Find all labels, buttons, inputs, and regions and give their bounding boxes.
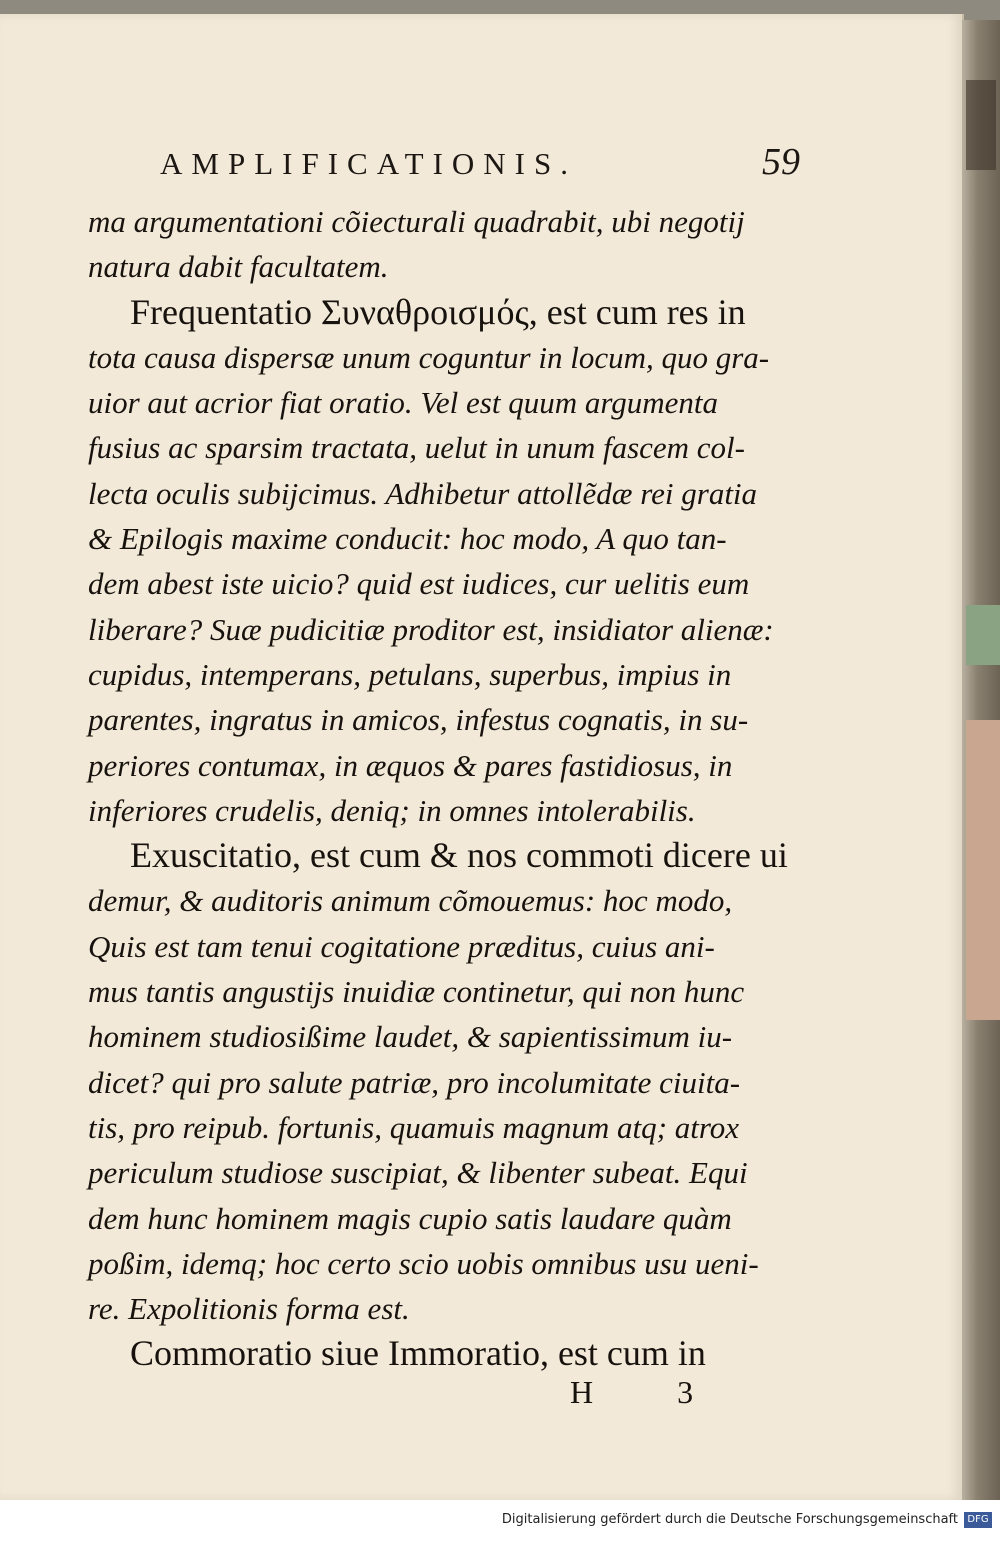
text-line: lecta oculis subijcimus. Adhibetur attollẽdæ rei gratia xyxy=(88,475,758,511)
signature-mark: H 3 xyxy=(570,1374,732,1410)
text-line: fusius ac sparsim tractata, uelut in unum fascem col- xyxy=(88,430,745,466)
book-binding-edge xyxy=(962,20,1000,1500)
text-line: dem abest iste uicio? quid est iudices, cur uelitis eum xyxy=(88,566,750,602)
text-line: periores contumax, in æquos & pares fastidiosus, in xyxy=(88,747,733,783)
text-line: parentes, ingratus in amicos, infestus cognatis, in su- xyxy=(88,702,749,738)
page-text xyxy=(88,199,788,1377)
text-line: tota causa dispersæ unum coguntur in locum, quo gra- xyxy=(88,339,770,375)
dfg-logo: DFG xyxy=(964,1512,992,1528)
text-line: periculum studiose suscipiat, & libenter subeat. Equi xyxy=(88,1155,748,1191)
funding-credit: Digitalisierung gefördert durch die Deutsche Forschungsgemeinschaft xyxy=(501,1512,958,1527)
running-head xyxy=(160,141,800,183)
binding-red-fragment xyxy=(966,720,1000,1020)
text-line: poßim, idemq; hoc certo scio uobis omnibus usu ueni- xyxy=(88,1245,759,1281)
paragraph-first-line: Exuscitatio, est cum & nos commoti dicere ui xyxy=(130,835,788,876)
text-line: cupidus, intemperans, petulans, superbus, impius in xyxy=(88,656,732,692)
book-page xyxy=(0,14,964,1500)
text-line: Quis est tam tenui cogitatione præditus, cuius ani- xyxy=(88,928,715,964)
text-line: inferiores crudelis, deniq; in omnes intolerabilis. xyxy=(88,792,696,828)
text-line: uior aut acrior fiat oratio. Vel est quum argumenta xyxy=(88,385,719,421)
text-line: liberare? Suæ pudicitiæ proditor est, insidiator alienæ: xyxy=(88,611,774,647)
folio-number: 59 xyxy=(762,141,800,183)
text-line: tis, pro reipub. fortunis, quamuis magnum atq; atrox xyxy=(88,1109,740,1145)
running-head-title: AMPLIFICATIONIS. xyxy=(160,146,577,181)
text-line: dicet? qui pro salute patriæ, pro incolumitate ciuita- xyxy=(88,1064,741,1100)
binding-dark-patch xyxy=(966,80,996,170)
text-line: demur, & auditoris animum cõmouemus: hoc modo, xyxy=(88,883,733,919)
paragraph-first-line: Frequentatio Συναθροισμός, est cum res in xyxy=(130,291,746,332)
text-line: re. Expolitionis forma est. xyxy=(88,1291,410,1327)
text-line: dem hunc hominem magis cupio satis laudare quàm xyxy=(88,1200,732,1236)
binding-green-ribbon xyxy=(966,605,1000,665)
text-line: & Epilogis maxime conducit: hoc modo, A quo tan- xyxy=(88,521,727,557)
text-line: natura dabit facultatem. xyxy=(88,249,389,285)
digitization-footer xyxy=(0,1500,1000,1543)
text-line: ma argumentationi cõiecturali quadrabit, ubi negotij xyxy=(88,204,745,239)
text-line: mus tantis angustijs inuidiæ continetur, qui non hunc xyxy=(88,974,745,1010)
text-line: hominem studiosißime laudet, & sapientissimum iu- xyxy=(88,1019,733,1055)
paragraph-first-line: Commoratio siue Immoratio, est cum in xyxy=(130,1333,706,1374)
